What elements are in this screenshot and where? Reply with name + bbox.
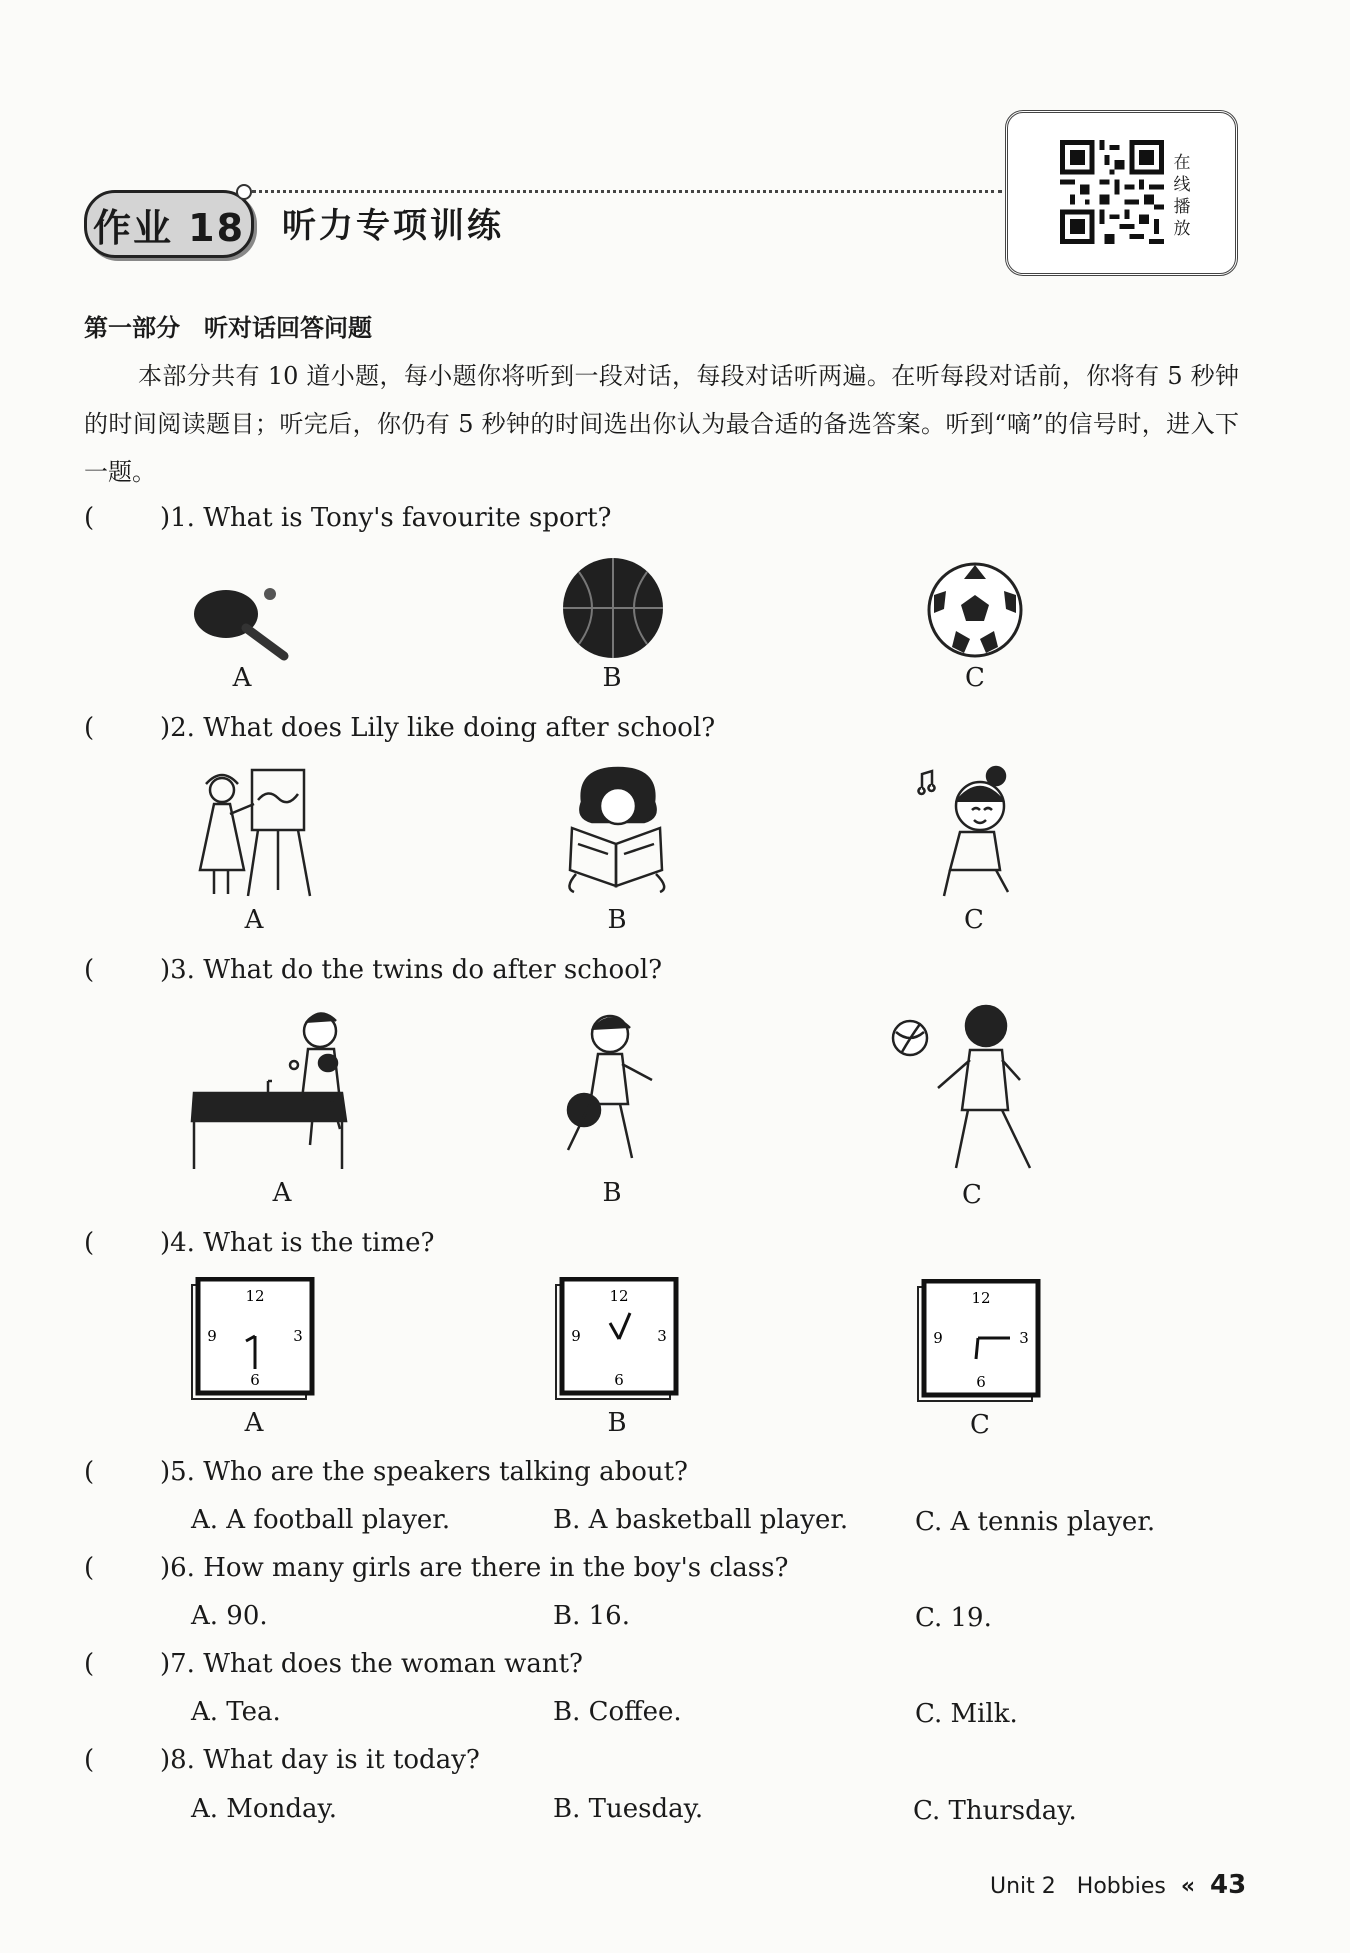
footer-separator-icon: « (1180, 1874, 1196, 1899)
option-b[interactable]: B. A basketball player. (553, 1505, 849, 1535)
section-instructions: 本部分共有 10 道小题，每小题你将听到一段对话，每段对话听两遍。在听每段对话前，你将有 5 秒钟的时间阅读题目；听完后，你仍有 5 秒钟的时间选出你认为最合适的备选答案。听到“嘀”的信号时，进入下一题。 (84, 362, 1239, 486)
clock-number-6: 6 (976, 1373, 986, 1391)
girl-playing-table-tennis-icon[interactable] (190, 1005, 374, 1173)
option-b[interactable]: B. Tuesday. (553, 1794, 704, 1824)
option-label-a: A (244, 905, 264, 935)
question-7 (84, 1649, 583, 1679)
answer-paren[interactable]: ( (84, 713, 95, 743)
basketball-icon[interactable] (561, 556, 665, 660)
clock-number-3: 3 (657, 1327, 667, 1345)
option-a[interactable]: A. Tea. (191, 1697, 281, 1727)
option-label-a: A (232, 663, 252, 693)
clock-number-12: 12 (971, 1289, 991, 1307)
clock-number-12: 12 (609, 1287, 629, 1305)
answer-paren[interactable]: ( (84, 1228, 95, 1258)
option-label-b: B (607, 1408, 627, 1438)
question-2 (84, 713, 715, 743)
question-4 (84, 1228, 434, 1258)
clock-number-12: 12 (245, 1287, 265, 1305)
option-label-c: C (962, 1180, 982, 1210)
option-b[interactable]: B. Coffee. (553, 1697, 682, 1727)
option-c[interactable]: C. 19. (915, 1603, 992, 1633)
girl-listening-to-music-icon[interactable] (916, 762, 1036, 902)
qr-caption-char: 播 (1173, 197, 1191, 217)
question-text: )5. Who are the speakers talking about? (160, 1457, 688, 1487)
football-icon[interactable] (926, 561, 1024, 659)
clock-number-3: 3 (293, 1327, 303, 1345)
option-label-c: C (964, 905, 984, 935)
clock-b[interactable] (554, 1277, 680, 1403)
clock-a[interactable] (190, 1277, 316, 1403)
question-text: )3. What do the twins do after school? (160, 955, 663, 985)
option-label-a: A (272, 1178, 292, 1208)
clock-c[interactable] (916, 1279, 1042, 1405)
qr-caption-char: 线 (1173, 175, 1191, 195)
option-a[interactable]: A. 90. (191, 1601, 268, 1631)
qr-caption (1170, 152, 1194, 240)
option-b[interactable]: B. 16. (553, 1601, 630, 1631)
clock-number-9: 9 (933, 1329, 943, 1347)
option-label-c: C (970, 1410, 990, 1440)
ping-pong-paddle-icon[interactable] (192, 580, 292, 662)
option-c[interactable]: C. Thursday. (913, 1796, 1077, 1826)
question-text: )8. What day is it today? (160, 1745, 480, 1775)
question-5 (84, 1457, 688, 1487)
qr-caption-char: 放 (1173, 219, 1191, 239)
option-a[interactable]: A. A football player. (191, 1505, 451, 1535)
question-1 (84, 503, 612, 533)
option-label-c: C (965, 663, 985, 693)
option-label-a: A (244, 1408, 264, 1438)
question-text: )7. What does the woman want? (160, 1649, 583, 1679)
boy-playing-volleyball-icon[interactable] (890, 1000, 1058, 1176)
qr-caption-char: 在 (1173, 153, 1191, 173)
footer-topic: Hobbies (1076, 1874, 1166, 1899)
question-6 (84, 1553, 788, 1583)
qr-code-icon[interactable] (1060, 140, 1164, 244)
answer-paren[interactable]: ( (84, 955, 95, 985)
clock-a-icon (190, 1277, 316, 1403)
question-text: )2. What does Lily like doing after school? (160, 713, 716, 743)
question-3 (84, 955, 662, 985)
option-label-b: B (607, 905, 627, 935)
clock-number-6: 6 (250, 1371, 260, 1389)
option-c[interactable]: C. Milk. (915, 1699, 1018, 1729)
clock-b-icon (554, 1277, 680, 1403)
answer-paren[interactable]: ( (84, 1745, 95, 1775)
clock-number-6: 6 (614, 1371, 624, 1389)
section-title: 第一部分 听对话回答问题 (84, 314, 372, 342)
question-text: )1. What is Tony's favourite sport? (160, 503, 612, 533)
question-text: )4. What is the time? (160, 1228, 435, 1258)
clock-number-9: 9 (571, 1327, 581, 1345)
page-title: 听力专项训练 (282, 206, 504, 246)
question-text: )6. How many girls are there in the boy's class? (160, 1553, 789, 1583)
option-a[interactable]: A. Monday. (191, 1794, 337, 1824)
girl-playing-basketball-icon[interactable] (556, 1008, 676, 1170)
option-label-b: B (602, 663, 622, 693)
question-8 (84, 1745, 480, 1775)
footer-unit: Unit 2 (990, 1874, 1056, 1899)
badge-dot (236, 184, 252, 200)
page-footer (990, 1870, 1246, 1900)
girl-painting-icon[interactable] (192, 760, 318, 900)
clock-number-3: 3 (1019, 1329, 1029, 1347)
answer-paren[interactable]: ( (84, 503, 95, 533)
answer-paren[interactable]: ( (84, 1457, 95, 1487)
homework-badge-label: 作业 18 (92, 205, 246, 250)
option-c[interactable]: C. A tennis player. (915, 1507, 1156, 1537)
page-number: 43 (1210, 1870, 1247, 1900)
header-dotted-line (252, 190, 1002, 193)
child-reading-icon[interactable] (556, 762, 682, 896)
option-label-b: B (602, 1178, 622, 1208)
clock-number-9: 9 (207, 1327, 217, 1345)
answer-paren[interactable]: ( (84, 1553, 95, 1583)
answer-paren[interactable]: ( (84, 1649, 95, 1679)
homework-badge (84, 190, 254, 258)
clock-c-icon (916, 1279, 1042, 1405)
